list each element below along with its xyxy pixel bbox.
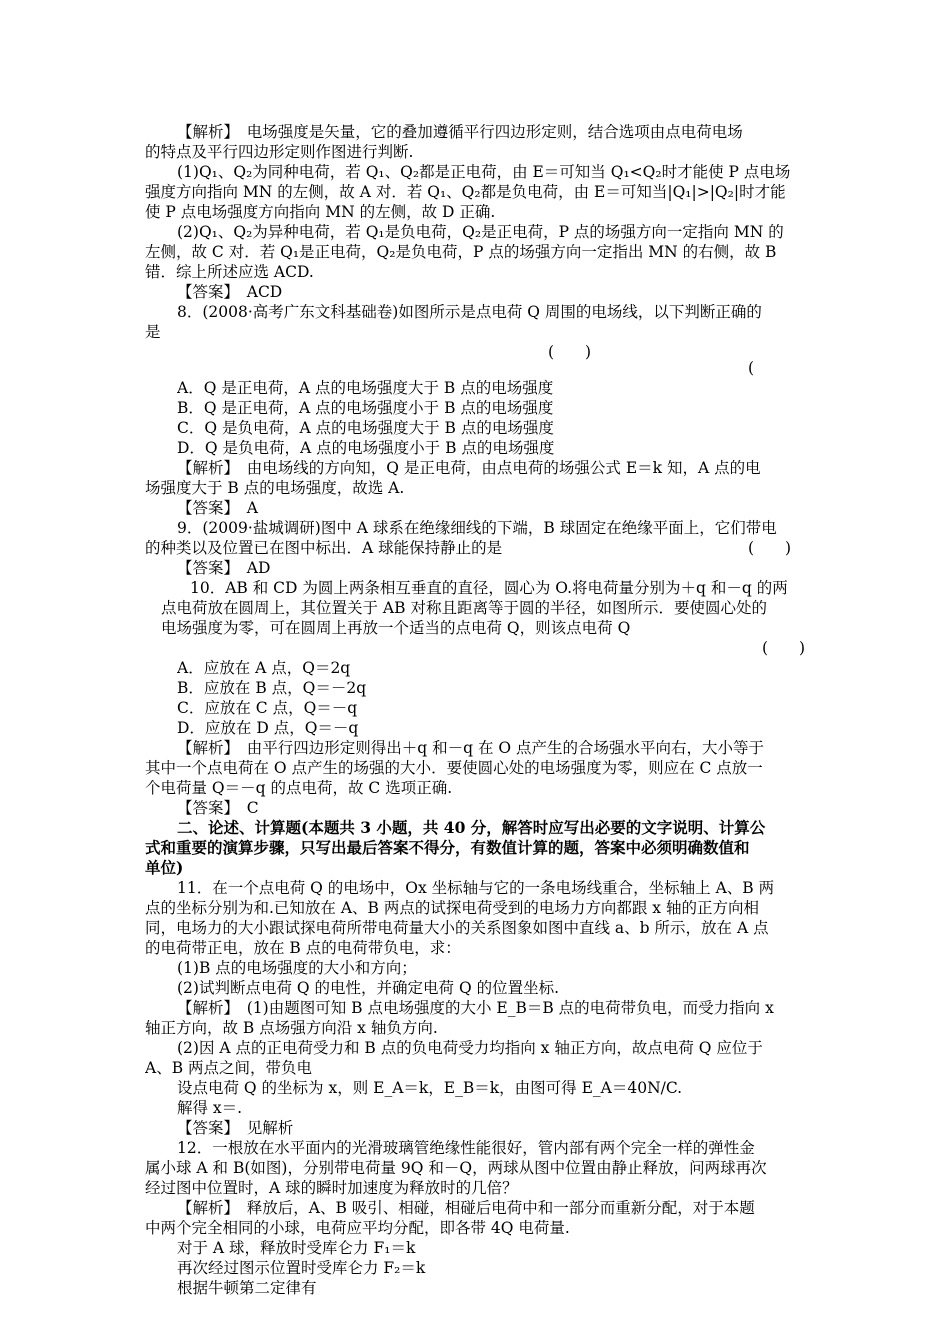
text-line: 中两个完全相同的小球，电荷应平均分配，即各带 4Q 电荷量.	[145, 1219, 570, 1237]
answer-line: 【答案】 A	[177, 499, 258, 517]
question-11: 11．在一个点电荷 Q 的电场中，Ox 坐标轴与它的一条电场线重合，坐标轴上 A、B 两	[177, 879, 775, 897]
text-line: 使 P 点电场强度方向指向 MN 的左侧，故 D 正确.	[145, 203, 496, 221]
text-line: 同，电场力的大小跟试探电荷所带电荷量大小的关系图象如图中直线 a、b 所示，放在 A 点	[145, 919, 769, 937]
analysis-line: 【解析】 (1)由题图可知 B 点电场强度的大小 E_B＝B 点的电荷带负电，而受力指向 x	[177, 999, 774, 1017]
text-line: 的特点及平行四边形定则作图进行判断.	[145, 143, 414, 161]
answer-bracket: ( )	[548, 343, 592, 361]
text-line: 点的坐标分别为和.已知放在 A、B 两点的试探电荷受到的电场力方向都跟 x 轴的正方向相	[145, 899, 759, 917]
section-heading: 单位)	[145, 858, 184, 877]
text-line: 根据牛顿第二定律有	[177, 1279, 317, 1297]
text-line: A、B 两点之间，带负电	[145, 1059, 313, 1077]
text-line: 属小球 A 和 B(如图)，分别带电荷量 9Q 和－Q，两球从图中位置由静止释放，问两球再次	[145, 1159, 767, 1177]
text-line: (1)Q₁、Q₂为同种电荷，若 Q₁、Q₂都是正电荷，由 E＝可知当 Q₁<Q₂时才能使 P 点电场	[177, 163, 791, 181]
text-line: 【解析】 电场强度是矢量，它的叠加遵循平行四边形定则，结合选项由点电荷电场	[177, 123, 743, 141]
option-c: C．应放在 C 点，Q＝－q	[177, 699, 358, 717]
text-line: 经过图中位置时，A 球的瞬时加速度为释放时的几倍？	[145, 1179, 518, 1197]
answer-line: 【答案】 见解析	[177, 1119, 294, 1137]
text-line: 其中一个点电荷在 O 点产生的场强的大小．要使圆心处的电场强度为零，则应在 C 点放一	[145, 759, 763, 777]
option-c: C．Q 是负电荷，A 点的电场强度大于 B 点的电场强度	[177, 419, 554, 437]
text-line: 场强度大于 B 点的电场强度，故选 A.	[145, 479, 405, 497]
answer-line: 【答案】 C	[177, 799, 259, 817]
option-d: D．应放在 D 点，Q＝－q	[177, 719, 359, 737]
text-line: 电场强度为零，可在圆周上再放一个适当的点电荷 Q，则该点电荷 Q	[161, 619, 631, 637]
text-line: 的电荷带正电，放在 B 点的电荷带负电，求：	[145, 939, 461, 957]
question-8: 8．(2008·高考广东文科基础卷)如图所示是点电荷 Q 周围的电场线，以下判断正确的	[177, 303, 762, 321]
text-line: 对于 A 球，释放时受库仑力 F₁＝k	[177, 1239, 416, 1257]
text-line: 的种类以及位置已在图中标出．A 球能保持静止的是	[145, 539, 503, 557]
answer-bracket: ( )	[748, 539, 792, 557]
analysis-line: 【解析】 由平行四边形定则得出＋q 和－q 在 O 点产生的合场强水平向右，大小等于	[177, 739, 765, 757]
text-line: 点电荷放在圆周上，其位置关于 AB 对称且距离等于圆的半径，如图所示．要使圆心处的	[161, 599, 767, 617]
option-b: B．应放在 B 点，Q＝－2q	[177, 679, 367, 697]
text-line: (2)Q₁、Q₂为异种电荷，若 Q₁是负电荷，Q₂是正电荷，P 点的场强方向一定指向 MN 的	[177, 223, 784, 241]
stray-bracket: (	[748, 359, 755, 377]
option-b: B．Q 是正电荷，A 点的电场强度小于 B 点的电场强度	[177, 399, 554, 417]
question-10: 10．AB 和 CD 为圆上两条相互垂直的直径，圆心为 O.将电荷量分别为＋q 和－q 的两	[190, 579, 788, 597]
text-line: 个电荷量 Q＝－q 的点电荷，故 C 选项正确.	[145, 779, 453, 797]
analysis-line: 【解析】 释放后，A、B 吸引、相碰，相碰后电荷中和一部分而重新分配，对于本题	[177, 1199, 755, 1217]
answer-line: 【答案】 ACD	[177, 283, 283, 301]
analysis-line: 【解析】 由电场线的方向知，Q 是正电荷，由点电荷的场强公式 E＝k 知，A 点的电	[177, 459, 761, 477]
text-line: 轴正方向，故 B 点场强方向沿 x 轴负方向.	[145, 1019, 438, 1037]
text-line: (2)试判断点电荷 Q 的电性，并确定电荷 Q 的位置坐标.	[177, 979, 560, 997]
text-line: 设点电荷 Q 的坐标为 x，则 E_A＝k，E_B＝k，由图可得 E_A＝40N/C.	[177, 1079, 683, 1097]
section-heading: 二、论述、计算题(本题共 3 小题，共 40 分，解答时应写出必要的文字说明、计算公	[177, 818, 766, 837]
option-d: D．Q 是负电荷，A 点的电场强度小于 B 点的电场强度	[177, 439, 555, 457]
text-line: (1)B 点的电场强度的大小和方向；	[177, 959, 417, 977]
option-a: A．Q 是正电荷，A 点的电场强度大于 B 点的电场强度	[177, 379, 554, 397]
text-line: 再次经过图示位置时受库仑力 F₂＝k	[177, 1259, 426, 1277]
question-9: 9．(2009·盐城调研)图中 A 球系在绝缘细线的下端，B 球固定在绝缘平面上，它们带电	[177, 519, 777, 537]
text-line: 左侧，故 C 对．若 Q₁是正电荷，Q₂是负电荷，P 点的场强方向一定指出 MN 的右侧，故 B	[145, 243, 777, 261]
text-line: 强度方向指向 MN 的左侧，故 A 对．若 Q₁、Q₂都是负电荷，由 E＝可知当|Q₁|>|Q₂|时才能	[145, 183, 786, 201]
option-a: A．应放在 A 点，Q＝2q	[177, 659, 351, 677]
answer-line: 【答案】 AD	[177, 559, 271, 577]
answer-bracket: ( )	[762, 639, 806, 657]
text-line: 解得 x＝.	[177, 1099, 243, 1117]
text-line: 是	[145, 323, 161, 341]
text-line: (2)因 A 点的正电荷受力和 B 点的负电荷受力均指向 x 轴正方向，故点电荷 Q 应位于	[177, 1039, 763, 1057]
question-12: 12．一根放在水平面内的光滑玻璃管绝缘性能很好，管内部有两个完全一样的弹性金	[177, 1139, 755, 1157]
section-heading: 式和重要的演算步骤，只写出最后答案不得分，有数值计算的题，答案中必须明确数值和	[145, 838, 750, 857]
text-line: 错．综上所述应选 ACD.	[145, 263, 314, 281]
